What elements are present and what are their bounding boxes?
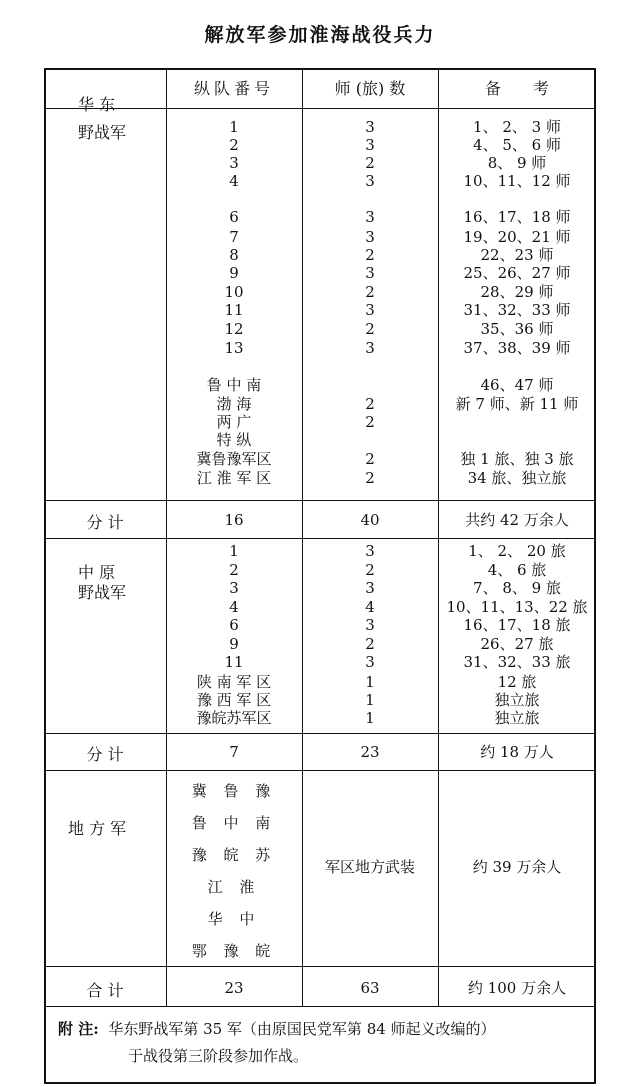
local-note: 约 39 万余人	[472, 858, 562, 876]
central-subtotal-label: 分 计	[86, 745, 124, 764]
east-subtotal-div: 40	[360, 511, 380, 529]
remark-cell: 12 旅	[497, 673, 537, 691]
division-cell: 3	[365, 653, 375, 671]
header-remarks: 备 考	[484, 79, 549, 98]
east-label-line2: 野战军	[78, 123, 127, 142]
division-cell: 3	[365, 136, 375, 154]
local-label: 地 方 军	[68, 819, 127, 838]
central-subtotal-bottom	[44, 770, 596, 771]
unit-cell: 2	[229, 136, 239, 154]
division-cell: 1	[365, 709, 375, 727]
division-cell: 3	[365, 264, 375, 282]
remark-cell: 独立旅	[494, 691, 540, 709]
central-subtotal-div: 23	[360, 743, 380, 761]
unit-cell: 鲁 中 南	[206, 376, 262, 394]
division-cell: 2	[365, 246, 375, 264]
division-cell: 3	[365, 301, 375, 319]
east-subtotal-label: 分 计	[86, 513, 124, 532]
division-cell: 3	[365, 579, 375, 597]
footnote-line1: 华东野战军第 35 军（由原国民党军第 84 师起义改编的）	[108, 1020, 496, 1038]
east-subtotal-units: 16	[224, 511, 244, 529]
remark-cell: 7、 8、 9 旅	[473, 579, 561, 597]
division-cell: 2	[365, 413, 375, 431]
east-label-line1: 华 东	[78, 95, 116, 114]
remark-cell: 31、32、33 旅	[463, 653, 571, 671]
division-cell: 2	[365, 320, 375, 338]
central-subtotal-units: 7	[229, 743, 239, 761]
header-unit: 纵队番号	[193, 79, 274, 98]
footnote-prefix: 附 注:	[58, 1020, 99, 1038]
unit-cell: 豫 西 军 区	[196, 691, 272, 709]
remark-cell: 26、27 旅	[480, 635, 554, 653]
unit-cell: 10	[224, 283, 244, 301]
remark-cell: 独 1 旅、独 3 旅	[460, 450, 574, 468]
division-cell: 3	[365, 172, 375, 190]
unit-cell: 冀鲁豫军区	[196, 450, 272, 468]
unit-cell: 11	[224, 301, 244, 319]
remark-cell: 46、47 师	[480, 376, 554, 394]
footnote-line2: 于战役第三阶段参加作战。	[128, 1047, 309, 1065]
unit-cell: 8	[229, 246, 239, 264]
remark-cell: 10、11、13、22 旅	[446, 598, 588, 616]
remark-cell: 10、11、12 师	[463, 172, 571, 190]
remark-cell: 19、20、21 师	[463, 228, 571, 246]
unit-cell: 9	[229, 264, 239, 282]
remark-cell: 37、38、39 师	[463, 339, 571, 357]
page-title: 解放军参加淮海战役兵力	[204, 24, 436, 46]
local-unit-item: 冀 鲁 豫	[191, 782, 277, 800]
remark-cell: 25、26、27 师	[463, 264, 571, 282]
unit-cell: 11	[224, 653, 244, 671]
division-cell: 1	[365, 673, 375, 691]
remark-cell: 16、17、18 旅	[463, 616, 571, 634]
local-unit-item: 江 淮	[207, 878, 261, 896]
header-divisions: 师 (旅) 数	[334, 79, 406, 98]
division-cell: 2	[365, 154, 375, 172]
remark-cell: 4、 6 旅	[487, 561, 547, 579]
division-cell: 1	[365, 691, 375, 709]
remark-cell: 16、17、18 师	[463, 208, 571, 226]
east-subtotal-top	[44, 500, 596, 501]
local-unit-item: 鄂 豫 皖	[191, 942, 277, 960]
local-unit-item: 豫 皖 苏	[191, 846, 277, 864]
unit-cell: 1	[229, 542, 239, 560]
division-cell: 2	[365, 561, 375, 579]
local-bottom	[44, 966, 596, 967]
unit-cell: 4	[229, 172, 239, 190]
division-cell: 4	[365, 598, 375, 616]
local-unit-item: 鲁 中 南	[191, 814, 277, 832]
unit-cell: 7	[229, 228, 239, 246]
unit-cell: 9	[229, 635, 239, 653]
division-cell: 2	[365, 635, 375, 653]
local-div: 军区地方武装	[324, 858, 415, 876]
central-subtotal-top	[44, 733, 596, 734]
division-cell: 2	[365, 469, 375, 487]
footnote	[58, 1018, 496, 1040]
remark-cell: 新 7 师、新 11 师	[455, 395, 579, 413]
unit-cell: 豫皖苏军区	[196, 709, 272, 727]
remark-cell: 31、32、33 师	[463, 301, 571, 319]
division-cell: 3	[365, 542, 375, 560]
central-subtotal-note: 约 18 万人	[480, 743, 554, 761]
total-div: 63	[360, 979, 380, 997]
division-cell: 3	[365, 228, 375, 246]
remark-cell: 1、 2、 3 师	[473, 118, 561, 136]
unit-cell: 2	[229, 561, 239, 579]
division-cell: 2	[365, 395, 375, 413]
total-units: 23	[224, 979, 244, 997]
division-cell: 3	[365, 616, 375, 634]
east-subtotal-bottom	[44, 538, 596, 539]
unit-cell: 13	[224, 339, 244, 357]
unit-cell: 4	[229, 598, 239, 616]
unit-cell: 1	[229, 118, 239, 136]
remark-cell: 34 旅、独立旅	[467, 469, 567, 487]
unit-cell: 江 淮 军 区	[196, 469, 272, 487]
unit-cell: 渤 海	[216, 395, 252, 413]
unit-cell: 陕 南 军 区	[196, 673, 272, 691]
remark-cell: 35、36 师	[480, 320, 554, 338]
unit-cell: 3	[229, 579, 239, 597]
division-cell: 2	[365, 450, 375, 468]
division-cell: 3	[365, 208, 375, 226]
division-cell: 3	[365, 118, 375, 136]
central-label-line1: 中 原	[78, 563, 116, 582]
unit-cell: 12	[224, 320, 244, 338]
division-cell: 2	[365, 283, 375, 301]
local-unit-item: 华 中	[207, 910, 261, 928]
remark-cell: 1、 2、 20 旅	[468, 542, 566, 560]
remark-cell: 独立旅	[494, 709, 540, 727]
unit-cell: 3	[229, 154, 239, 172]
total-bottom	[44, 1006, 596, 1007]
total-label: 合 计	[86, 981, 124, 1000]
remark-cell: 28、29 师	[480, 283, 554, 301]
unit-cell: 6	[229, 616, 239, 634]
unit-cell: 两 广	[216, 413, 252, 431]
total-note: 约 100 万余人	[467, 979, 567, 997]
unit-cell: 特 纵	[216, 431, 252, 449]
remark-cell: 4、 5、 6 师	[473, 136, 561, 154]
remark-cell: 22、23 师	[480, 246, 554, 264]
remark-cell: 8、 9 师	[487, 154, 547, 172]
east-subtotal-note: 共约 42 万余人	[465, 511, 569, 529]
central-label-line2: 野战军	[78, 583, 127, 602]
division-cell: 3	[365, 339, 375, 357]
unit-cell: 6	[229, 208, 239, 226]
header-divider	[44, 108, 596, 109]
